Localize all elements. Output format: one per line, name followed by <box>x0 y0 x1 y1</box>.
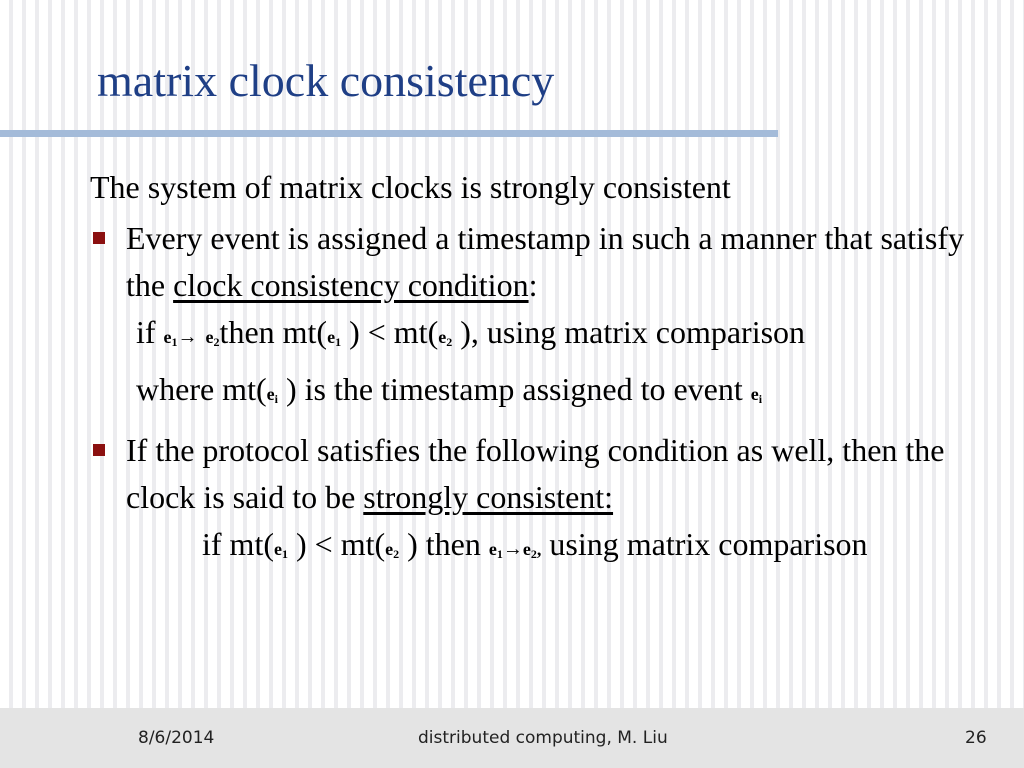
arrow-icon: → <box>502 538 523 560</box>
formula-consistency <box>90 309 1000 366</box>
slide-number: 26 <box>965 728 987 748</box>
formula-3-mid: ) < mt( <box>287 526 386 562</box>
title-underline-rule <box>0 130 778 137</box>
formula-1-mid: ) < mt( <box>341 314 439 350</box>
event-ei: $e_i$ <box>750 384 763 406</box>
event-e1: $e_1$ <box>163 327 178 349</box>
bullet-1-colon: : <box>528 267 538 303</box>
formula-2-start: where mt( <box>136 371 267 407</box>
event-ei: $e_i$ <box>266 384 278 406</box>
footer-title: distributed computing, M. Liu <box>418 728 668 748</box>
square-bullet-icon <box>93 232 105 244</box>
event-e1: $e_1$ <box>327 327 342 349</box>
slide-body <box>90 164 1000 578</box>
bullet-item-2 <box>90 427 1000 521</box>
arrow-icon: → <box>177 326 198 348</box>
formula-1-if: if <box>136 314 156 350</box>
formula-3-comma: , <box>536 539 542 559</box>
bullet-1-underlined-term: clock consistency condition <box>173 267 529 303</box>
slide-title: matrix clock consistency <box>97 55 555 106</box>
event-e1: $e_1$ <box>273 539 288 561</box>
formula-1-end: ), using matrix comparison <box>452 314 806 350</box>
footer-date: 8/6/2014 <box>138 728 215 748</box>
bullet-2-text: If the protocol satisfies the following condition as well, then the clock is said to be <box>126 432 945 515</box>
formula-1-then: then mt( <box>219 314 328 350</box>
intro-text: The system of matrix clocks is strongly consistent <box>90 169 731 205</box>
event-e1: $e_1$ <box>488 539 503 561</box>
formula-strong-consistency <box>90 521 1000 578</box>
event-e2: $e_2$ <box>385 539 400 561</box>
event-e2: $e_2$ <box>438 327 453 349</box>
slide-footer <box>0 708 1024 768</box>
formula-definition <box>90 366 1000 423</box>
formula-3-then: ) then <box>399 526 489 562</box>
bullet-2-underlined-term: strongly consistent: <box>363 479 614 515</box>
formula-3-end: using matrix comparison <box>541 526 868 562</box>
bullet-1-text: Every event is assigned a timestamp in such a manner that satisfy the <box>126 220 964 303</box>
event-e2: $e_2$ <box>522 539 537 561</box>
event-e2: $e_2$ <box>205 327 220 349</box>
formula-3-start: if mt( <box>202 526 274 562</box>
square-bullet-icon <box>93 444 105 456</box>
formula-2-mid: ) is the timestamp assigned to event <box>277 371 751 407</box>
bullet-item-1 <box>90 215 1000 309</box>
